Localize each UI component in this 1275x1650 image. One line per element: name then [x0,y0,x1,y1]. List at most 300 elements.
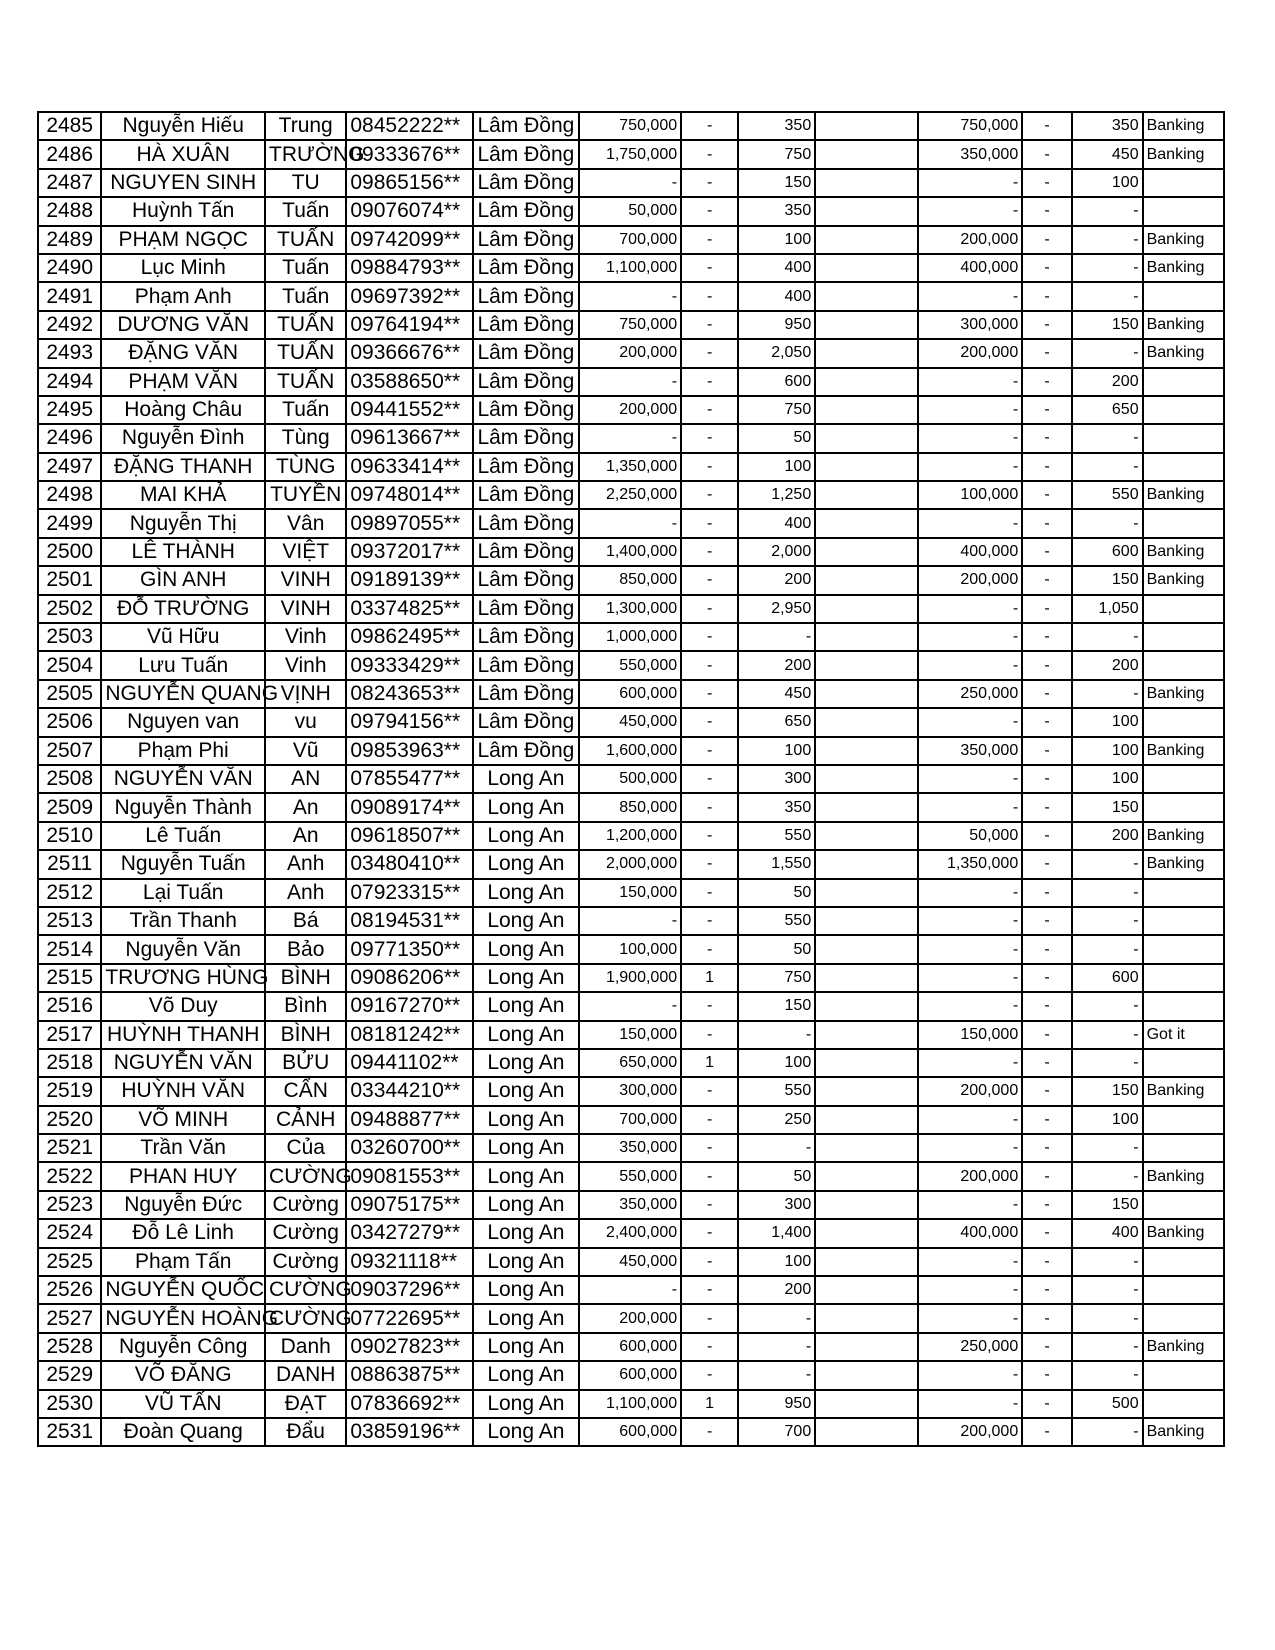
given-name-cell: Vinh [265,623,346,651]
row-number-cell: 2525 [38,1248,101,1276]
points-1-cell: 2,000 [738,538,815,566]
points-1-cell: 750 [738,396,815,424]
count-1-cell: - [681,1276,738,1304]
table-row [38,226,1224,254]
family-middle-name-cell: Nguyễn Đình [101,424,265,452]
family-middle-name-cell: Đoàn Quang [101,1418,265,1446]
payment-note-cell: Banking [1143,226,1224,254]
phone-number-cell: 09333676** [346,140,473,168]
table-row [38,254,1224,282]
province-cell: Lâm Đồng [473,396,579,424]
table-row [38,538,1224,566]
amount-2-cell: - [918,368,1023,396]
points-1-cell: 1,400 [738,1219,815,1247]
phone-number-cell: 03859196** [346,1418,473,1446]
phone-number-cell: 09618507** [346,822,473,850]
count-2-cell: - [1022,935,1072,963]
phone-number-cell: 09321118** [346,1248,473,1276]
family-middle-name-cell: Hoàng Châu [101,396,265,424]
row-number-cell: 2497 [38,453,101,481]
blank-cell-cell [815,254,917,282]
count-1-cell: - [681,935,738,963]
count-1-cell: - [681,737,738,765]
amount-2-cell: - [918,197,1023,225]
row-number-cell: 2506 [38,708,101,736]
province-cell: Lâm Đồng [473,112,579,140]
row-number-cell: 2500 [38,538,101,566]
points-1-cell: - [738,1333,815,1361]
phone-number-cell: 09372017** [346,538,473,566]
points-2-cell: 100 [1072,737,1143,765]
amount-2-cell: 250,000 [918,1333,1023,1361]
blank-cell-cell [815,197,917,225]
phone-number-cell: 03344210** [346,1077,473,1105]
phone-number-cell: 08243653** [346,680,473,708]
count-1-cell: - [681,254,738,282]
points-1-cell: 100 [738,226,815,254]
amount-2-cell: - [918,424,1023,452]
blank-cell-cell [815,907,917,935]
payment-note-cell: Banking [1143,1162,1224,1190]
payment-note-cell: Banking [1143,1333,1224,1361]
blank-cell-cell [815,1191,917,1219]
given-name-cell: vu [265,708,346,736]
count-2-cell: - [1022,1191,1072,1219]
given-name-cell: TUYỀN [265,481,346,509]
amount-1-cell: - [579,1276,681,1304]
amount-1-cell: 200,000 [579,1304,681,1332]
count-2-cell: - [1022,424,1072,452]
count-1-cell: - [681,822,738,850]
province-cell: Long An [473,1361,579,1389]
amount-1-cell: - [579,368,681,396]
points-1-cell: 1,550 [738,850,815,878]
table-row [38,850,1224,878]
points-1-cell: 550 [738,1077,815,1105]
province-cell: Lâm Đồng [473,708,579,736]
family-middle-name-cell: ĐẶNG VĂN [101,339,265,367]
count-2-cell: - [1022,680,1072,708]
blank-cell-cell [815,1162,917,1190]
table-row [38,396,1224,424]
amount-2-cell: 50,000 [918,822,1023,850]
count-2-cell: - [1022,566,1072,594]
table-body [38,112,1224,1446]
given-name-cell: CƯỜNG [265,1304,346,1332]
points-1-cell: 50 [738,879,815,907]
province-cell: Lâm Đồng [473,368,579,396]
phone-number-cell: 09333429** [346,651,473,679]
points-1-cell: - [738,1134,815,1162]
count-1-cell: - [681,1248,738,1276]
count-1-cell: - [681,311,738,339]
payment-note-cell: Banking [1143,311,1224,339]
points-1-cell: 100 [738,737,815,765]
phone-number-cell: 08452222** [346,112,473,140]
points-2-cell: 150 [1072,1191,1143,1219]
amount-1-cell: 600,000 [579,1333,681,1361]
count-2-cell: - [1022,793,1072,821]
row-number-cell: 2516 [38,992,101,1020]
points-1-cell: - [738,623,815,651]
table-row [38,566,1224,594]
family-middle-name-cell: Đỗ Lê Linh [101,1219,265,1247]
phone-number-cell: 09748014** [346,481,473,509]
blank-cell-cell [815,1276,917,1304]
row-number-cell: 2492 [38,311,101,339]
count-1-cell: - [681,623,738,651]
points-1-cell: 400 [738,509,815,537]
amount-1-cell: 750,000 [579,112,681,140]
blank-cell-cell [815,424,917,452]
amount-2-cell: 250,000 [918,680,1023,708]
amount-2-cell: 750,000 [918,112,1023,140]
given-name-cell: Danh [265,1333,346,1361]
phone-number-cell: 09366676** [346,339,473,367]
phone-number-cell: 09076074** [346,197,473,225]
amount-2-cell: - [918,1304,1023,1332]
payment-note-cell [1143,935,1224,963]
points-1-cell: 750 [738,140,815,168]
given-name-cell: Của [265,1134,346,1162]
count-1-cell: - [681,566,738,594]
table-row [38,1304,1224,1332]
province-cell: Long An [473,879,579,907]
row-number-cell: 2518 [38,1049,101,1077]
points-1-cell: 350 [738,793,815,821]
phone-number-cell: 09613667** [346,424,473,452]
points-2-cell: 100 [1072,708,1143,736]
province-cell: Lâm Đồng [473,311,579,339]
points-1-cell: 100 [738,1248,815,1276]
table-row [38,339,1224,367]
payment-note-cell [1143,992,1224,1020]
count-2-cell: - [1022,481,1072,509]
blank-cell-cell [815,1134,917,1162]
points-2-cell: 100 [1072,169,1143,197]
payment-note-cell: Banking [1143,822,1224,850]
amount-2-cell: - [918,595,1023,623]
count-2-cell: - [1022,453,1072,481]
amount-2-cell: - [918,1049,1023,1077]
province-cell: Long An [473,793,579,821]
payment-note-cell [1143,793,1224,821]
points-2-cell: - [1072,424,1143,452]
table-row [38,197,1224,225]
amount-2-cell: - [918,765,1023,793]
blank-cell-cell [815,566,917,594]
points-2-cell: - [1072,907,1143,935]
given-name-cell: Anh [265,850,346,878]
row-number-cell: 2504 [38,651,101,679]
family-middle-name-cell: Lại Tuấn [101,879,265,907]
amount-2-cell: 150,000 [918,1021,1023,1049]
count-2-cell: - [1022,112,1072,140]
table-row [38,311,1224,339]
province-cell: Lâm Đồng [473,254,579,282]
points-2-cell: - [1072,339,1143,367]
count-1-cell: - [681,396,738,424]
blank-cell-cell [815,964,917,992]
amount-1-cell: 450,000 [579,708,681,736]
blank-cell-cell [815,1219,917,1247]
payment-note-cell [1143,907,1224,935]
amount-1-cell: - [579,992,681,1020]
points-1-cell: 350 [738,112,815,140]
province-cell: Long An [473,1049,579,1077]
blank-cell-cell [815,396,917,424]
points-1-cell: 200 [738,651,815,679]
table-row [38,509,1224,537]
amount-1-cell: - [579,907,681,935]
province-cell: Long An [473,1021,579,1049]
points-1-cell: 950 [738,1390,815,1418]
count-2-cell: - [1022,368,1072,396]
blank-cell-cell [815,737,917,765]
row-number-cell: 2524 [38,1219,101,1247]
phone-number-cell: 09167270** [346,992,473,1020]
given-name-cell: Vũ [265,737,346,765]
payment-note-cell [1143,1049,1224,1077]
payment-note-cell [1143,169,1224,197]
phone-number-cell: 09771350** [346,935,473,963]
amount-1-cell: 450,000 [579,1248,681,1276]
given-name-cell: CẢNH [265,1106,346,1134]
given-name-cell: DANH [265,1361,346,1389]
phone-number-cell: 09189139** [346,566,473,594]
amount-1-cell: 1,100,000 [579,254,681,282]
count-1-cell: - [681,1191,738,1219]
points-1-cell: 250 [738,1106,815,1134]
payment-note-cell [1143,708,1224,736]
phone-number-cell: 09488877** [346,1106,473,1134]
amount-2-cell: 200,000 [918,566,1023,594]
family-middle-name-cell: NGUYỄN QUANG [101,680,265,708]
table-row [38,140,1224,168]
amount-1-cell: 1,900,000 [579,964,681,992]
count-2-cell: - [1022,1418,1072,1446]
family-middle-name-cell: Trần Văn [101,1134,265,1162]
province-cell: Lâm Đồng [473,566,579,594]
given-name-cell: Tuấn [265,396,346,424]
count-2-cell: - [1022,737,1072,765]
blank-cell-cell [815,1106,917,1134]
row-number-cell: 2526 [38,1276,101,1304]
phone-number-cell: 03260700** [346,1134,473,1162]
phone-number-cell: 09764194** [346,311,473,339]
amount-2-cell: - [918,282,1023,310]
points-1-cell: 950 [738,311,815,339]
points-1-cell: - [738,1361,815,1389]
count-2-cell: - [1022,907,1072,935]
amount-1-cell: 1,200,000 [579,822,681,850]
blank-cell-cell [815,226,917,254]
payment-note-cell: Banking [1143,566,1224,594]
table-row [38,1049,1224,1077]
family-middle-name-cell: Huỳnh Tấn [101,197,265,225]
given-name-cell: ĐẠT [265,1390,346,1418]
count-1-cell: - [681,1219,738,1247]
phone-number-cell: 03588650** [346,368,473,396]
row-number-cell: 2531 [38,1418,101,1446]
given-name-cell: TRƯỜNG [265,140,346,168]
amount-2-cell: - [918,1106,1023,1134]
count-1-cell: - [681,509,738,537]
province-cell: Long An [473,1418,579,1446]
phone-number-cell: 09853963** [346,737,473,765]
payment-note-cell [1143,1191,1224,1219]
phone-number-cell: 09742099** [346,226,473,254]
count-2-cell: - [1022,1106,1072,1134]
province-cell: Long An [473,1333,579,1361]
points-2-cell: 650 [1072,396,1143,424]
count-2-cell: - [1022,850,1072,878]
count-2-cell: - [1022,254,1072,282]
row-number-cell: 2495 [38,396,101,424]
province-cell: Lâm Đồng [473,424,579,452]
points-2-cell: 100 [1072,1106,1143,1134]
amount-1-cell: - [579,169,681,197]
points-2-cell: - [1072,623,1143,651]
points-2-cell: 500 [1072,1390,1143,1418]
amount-1-cell: 1,400,000 [579,538,681,566]
points-1-cell: 50 [738,935,815,963]
table-row [38,481,1224,509]
blank-cell-cell [815,1390,917,1418]
amount-2-cell: - [918,651,1023,679]
amount-2-cell: - [918,1134,1023,1162]
count-2-cell: - [1022,765,1072,793]
count-1-cell: - [681,368,738,396]
province-cell: Long An [473,964,579,992]
family-middle-name-cell: PHẠM NGỌC [101,226,265,254]
given-name-cell: VINH [265,566,346,594]
points-2-cell: 200 [1072,368,1143,396]
given-name-cell: Đẩu [265,1418,346,1446]
row-number-cell: 2505 [38,680,101,708]
amount-2-cell: - [918,992,1023,1020]
payment-note-cell: Banking [1143,112,1224,140]
row-number-cell: 2517 [38,1021,101,1049]
payment-note-cell [1143,765,1224,793]
payment-note-cell: Got it [1143,1021,1224,1049]
given-name-cell: TU [265,169,346,197]
table-row [38,1361,1224,1389]
amount-2-cell: - [918,935,1023,963]
family-middle-name-cell: NGUYEN SINH [101,169,265,197]
payment-note-cell: Banking [1143,1418,1224,1446]
amount-2-cell: - [918,964,1023,992]
family-middle-name-cell: TRƯƠNG HÙNG [101,964,265,992]
given-name-cell: BỬU [265,1049,346,1077]
family-middle-name-cell: Phạm Tấn [101,1248,265,1276]
province-cell: Long An [473,1162,579,1190]
count-1-cell: - [681,907,738,935]
row-number-cell: 2494 [38,368,101,396]
row-number-cell: 2508 [38,765,101,793]
family-middle-name-cell: MAI KHẢ [101,481,265,509]
count-2-cell: - [1022,1390,1072,1418]
given-name-cell: Cường [265,1191,346,1219]
table-row [38,1106,1224,1134]
payment-note-cell [1143,1390,1224,1418]
amount-1-cell: 1,600,000 [579,737,681,765]
province-cell: Long An [473,1248,579,1276]
phone-number-cell: 09441102** [346,1049,473,1077]
table-row [38,708,1224,736]
province-cell: Lâm Đồng [473,538,579,566]
points-1-cell: 350 [738,197,815,225]
count-2-cell: - [1022,1162,1072,1190]
data-table [37,111,1225,1447]
amount-2-cell: 200,000 [918,1418,1023,1446]
province-cell: Lâm Đồng [473,509,579,537]
given-name-cell: Anh [265,879,346,907]
table-row [38,822,1224,850]
province-cell: Long An [473,1191,579,1219]
blank-cell-cell [815,708,917,736]
points-1-cell: 300 [738,765,815,793]
amount-1-cell: 300,000 [579,1077,681,1105]
count-1-cell: 1 [681,1390,738,1418]
phone-number-cell: 03427279** [346,1219,473,1247]
province-cell: Lâm Đồng [473,282,579,310]
province-cell: Long An [473,1390,579,1418]
amount-1-cell: 50,000 [579,197,681,225]
family-middle-name-cell: PHAN HUY [101,1162,265,1190]
province-cell: Lâm Đồng [473,481,579,509]
points-2-cell: - [1072,1134,1143,1162]
row-number-cell: 2485 [38,112,101,140]
count-1-cell: - [681,850,738,878]
phone-number-cell: 09794156** [346,708,473,736]
points-1-cell: 600 [738,368,815,396]
family-middle-name-cell: Lưu Tuấn [101,651,265,679]
amount-1-cell: 600,000 [579,1418,681,1446]
province-cell: Long An [473,1077,579,1105]
amount-1-cell: 1,750,000 [579,140,681,168]
payment-note-cell [1143,1361,1224,1389]
count-1-cell: - [681,481,738,509]
payment-note-cell: Banking [1143,680,1224,708]
count-1-cell: - [681,112,738,140]
payment-note-cell: Banking [1143,339,1224,367]
payment-note-cell [1143,1106,1224,1134]
given-name-cell: VINH [265,595,346,623]
phone-number-cell: 08194531** [346,907,473,935]
payment-note-cell [1143,964,1224,992]
given-name-cell: Tuấn [265,282,346,310]
table-row [38,1219,1224,1247]
count-2-cell: - [1022,1077,1072,1105]
amount-1-cell: 2,400,000 [579,1219,681,1247]
points-2-cell: - [1072,197,1143,225]
given-name-cell: An [265,793,346,821]
province-cell: Long An [473,1134,579,1162]
count-2-cell: - [1022,282,1072,310]
amount-2-cell: 350,000 [918,737,1023,765]
count-2-cell: - [1022,595,1072,623]
given-name-cell: Tuấn [265,254,346,282]
count-1-cell: - [681,1162,738,1190]
points-2-cell: 200 [1072,822,1143,850]
blank-cell-cell [815,453,917,481]
row-number-cell: 2489 [38,226,101,254]
count-1-cell: - [681,1333,738,1361]
points-2-cell: - [1072,1021,1143,1049]
amount-1-cell: 550,000 [579,651,681,679]
points-2-cell: - [1072,1162,1143,1190]
